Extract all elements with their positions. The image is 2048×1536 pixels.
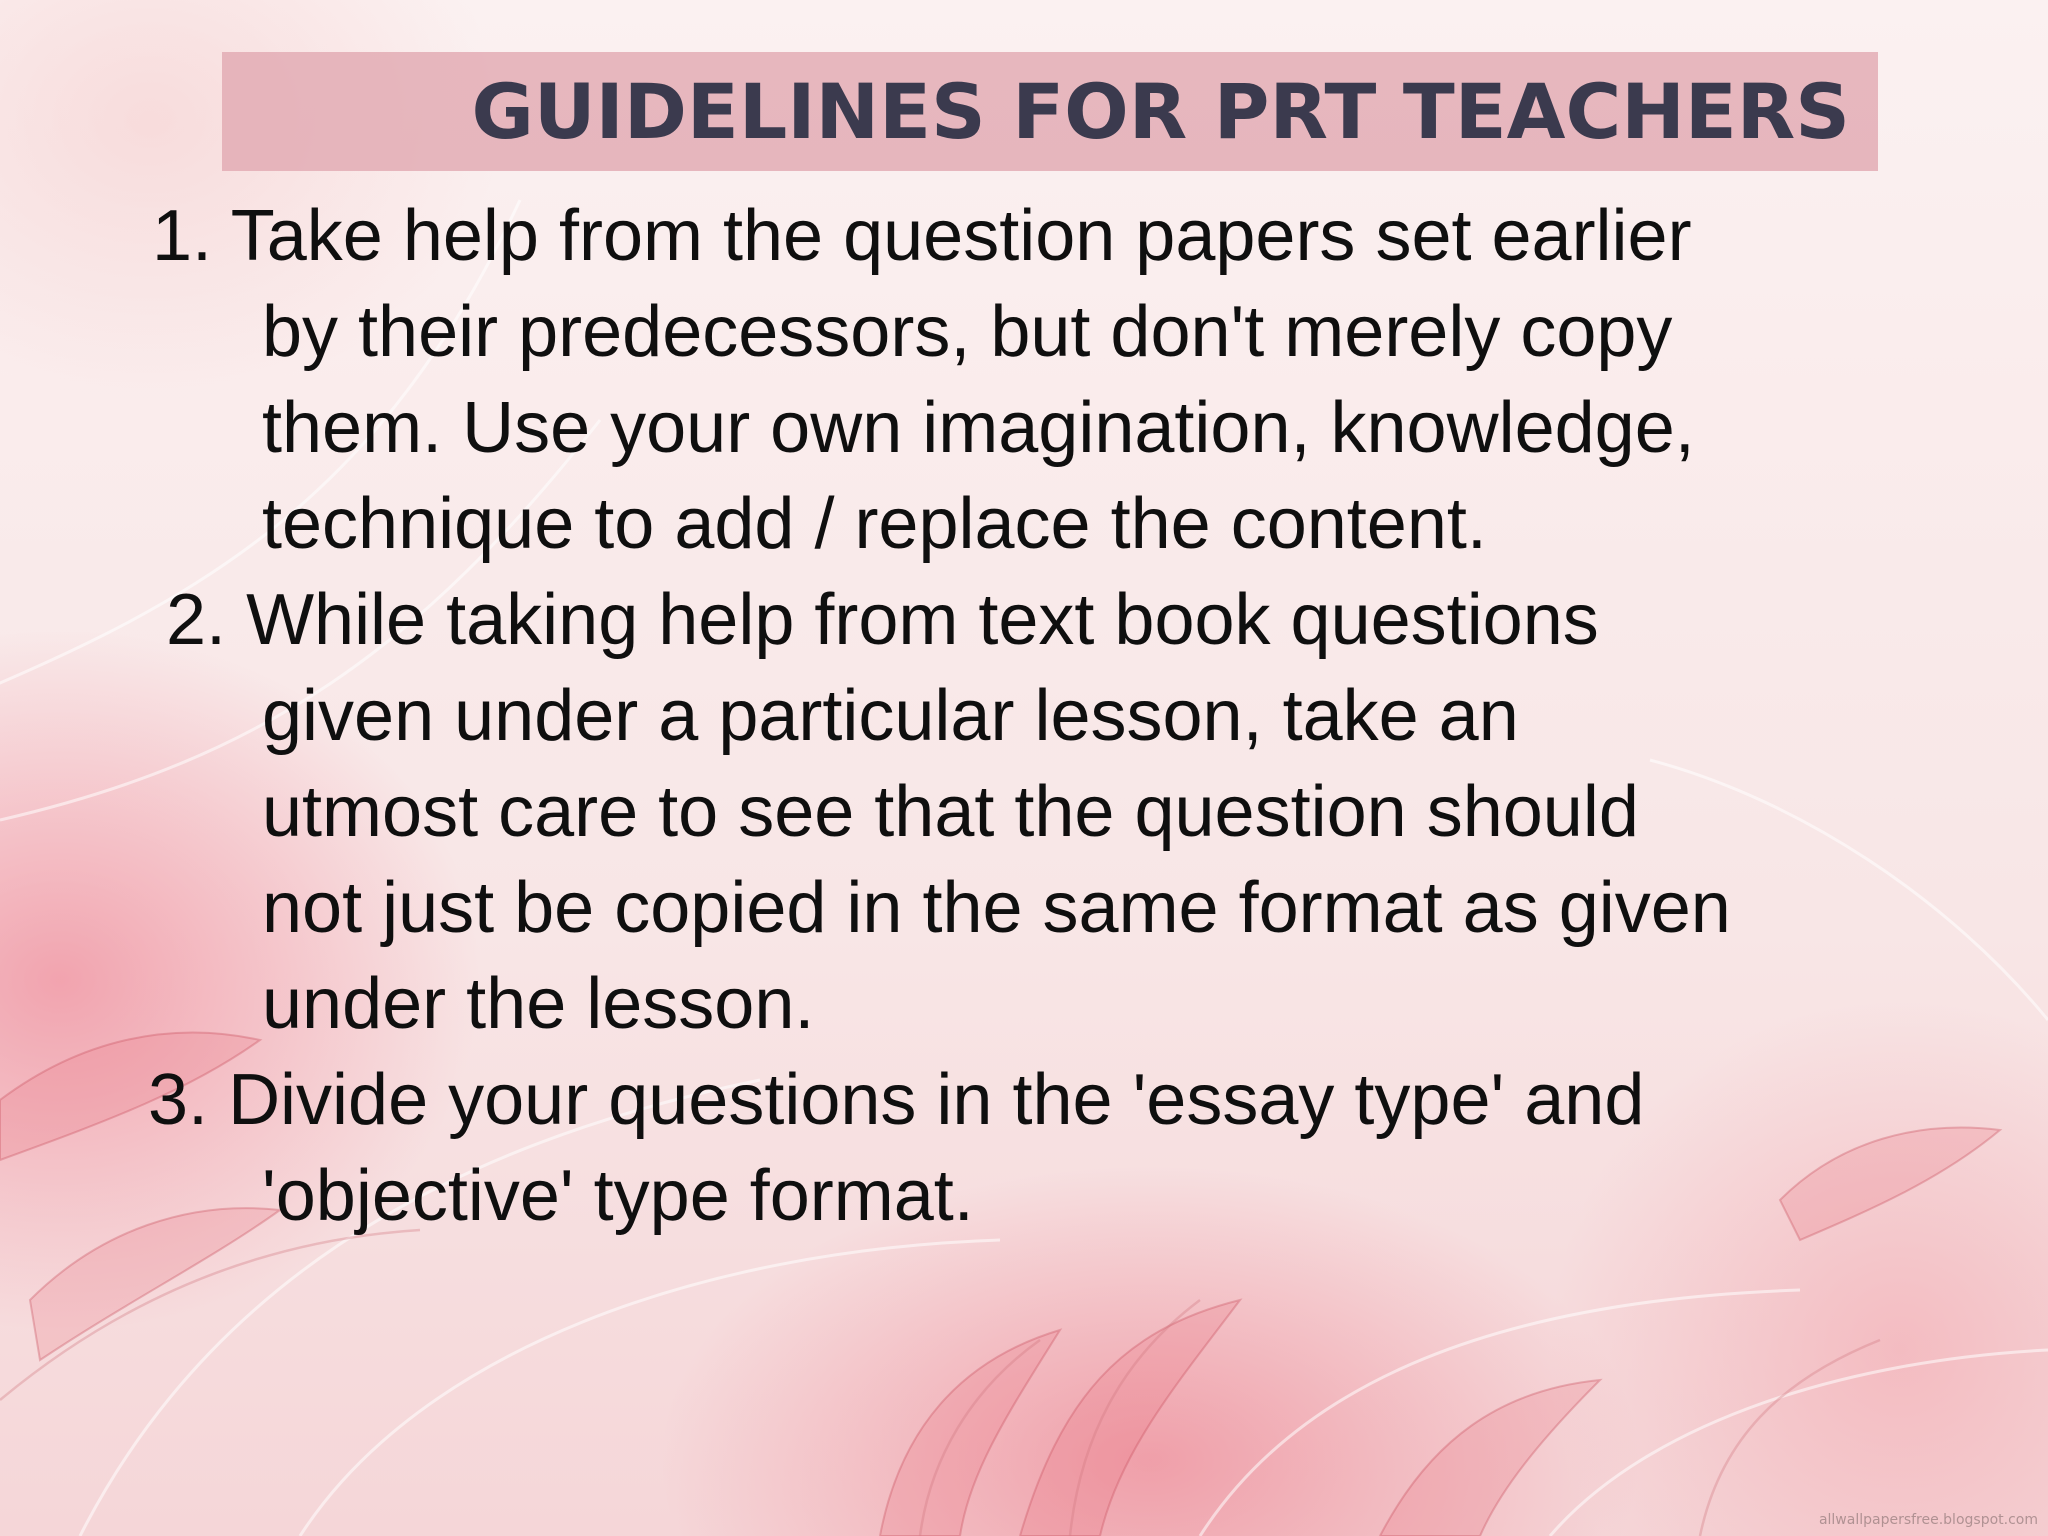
guidelines-list [148,188,1908,1244]
item-text: Take help from the question papers set earlier [230,196,1692,276]
item-text: While taking help from text book questions [246,580,1599,660]
watermark: allwallpapersfree.blogspot.com [1818,1512,2038,1528]
item-number: 1. [152,196,213,276]
item-text: Divide your questions in the 'essay type' and [228,1060,1645,1140]
item-text: given under a particular lesson, take an [262,676,1519,756]
item-text: by their predecessors, but don't merely copy [262,292,1673,372]
item-text: 'objective' type format. [262,1156,974,1236]
list-item [148,1052,1908,1244]
slide-title: GUIDELINES FOR PRT TEACHERS [471,67,1850,156]
item-text: under the lesson. [262,964,815,1044]
item-text: technique to add / replace the content. [262,484,1487,564]
item-text: not just be copied in the same format as given [262,868,1731,948]
item-number: 2. [166,580,227,660]
list-item [148,572,1908,1052]
item-text: them. Use your own imagination, knowledge, [262,388,1695,468]
item-text: utmost care to see that the question should [262,772,1639,852]
list-item [148,188,1908,572]
item-number: 3. [148,1060,209,1140]
